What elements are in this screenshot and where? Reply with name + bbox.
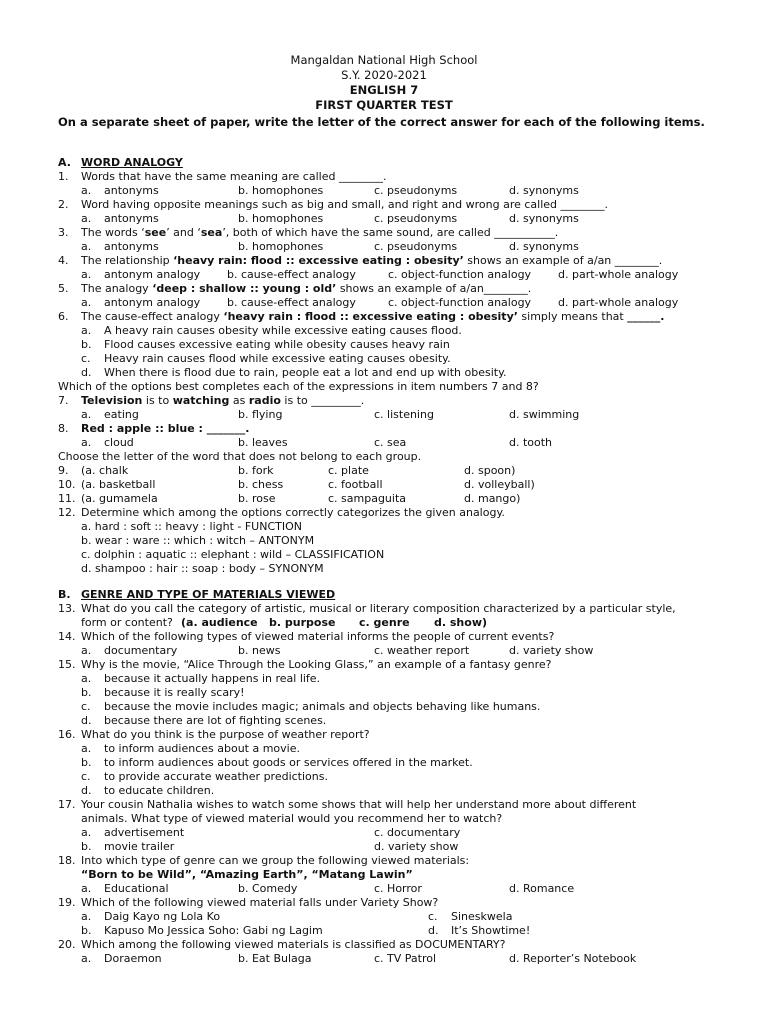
choice-a: Educational — [104, 882, 169, 895]
choice-d: d. spoon) — [464, 464, 516, 477]
question-text: Determine which among the options correctly categorizes the given analogy. — [81, 506, 505, 519]
choice-letter: a. — [81, 268, 92, 281]
choice-c: c. genre — [359, 616, 410, 629]
choice-b: b. Comedy — [238, 882, 298, 895]
question-number: 2. — [58, 198, 69, 211]
choice-a: (a. basketball — [81, 478, 156, 491]
choice-letter: d. — [81, 714, 92, 727]
question-number: 16. — [58, 728, 76, 741]
choice-a: Doraemon — [104, 952, 162, 965]
show-titles: “Born to be Wild”, “Amazing Earth”, “Matang Lawin” — [81, 868, 413, 881]
question-number: 3. — [58, 226, 69, 239]
choice-letter: b. — [81, 840, 92, 853]
question-19-choices-row-1 — [0, 910, 768, 924]
question-text: Word having opposite meanings such as big and small, and right and wrong are called ________. — [81, 198, 609, 211]
school-year: S.Y. 2020-2021 — [341, 68, 427, 82]
choice-d: d. mango) — [464, 492, 521, 505]
choice-a: (a. gumamela — [81, 492, 158, 505]
choice-d: d. swimming — [509, 408, 580, 421]
question-6-choice-b — [0, 338, 768, 352]
question-16-choice-c — [0, 770, 768, 784]
choice-b: b. news — [238, 644, 281, 657]
keyword: watching — [172, 394, 230, 407]
choice-text: to inform audiences about a movie. — [104, 742, 300, 755]
choice-letter: a. — [81, 184, 92, 197]
question-15-choice-c — [0, 700, 768, 714]
question-number: 5. — [58, 282, 69, 295]
choice-b: b. homophones — [238, 212, 324, 225]
choice-d: d. Romance — [509, 882, 575, 895]
choice-d: d. volleyball) — [464, 478, 535, 491]
question-14-choices — [0, 644, 768, 658]
choice-letter: c. — [81, 770, 91, 783]
question-16-choice-b — [0, 756, 768, 770]
question-number: 11. — [58, 492, 76, 505]
choice-letter: c. — [81, 700, 91, 713]
question-17 — [0, 798, 768, 812]
instructions: On a separate sheet of paper, write the letter of the correct answer for each of the following items. — [58, 115, 705, 129]
choice-c: c. object-function analogy — [388, 296, 532, 309]
question-3 — [0, 226, 768, 240]
choice-d: d. variety show — [509, 644, 594, 657]
choice-letter: a. — [81, 212, 92, 225]
question-text: Words that have the same meaning are called ________. — [81, 170, 387, 183]
choice-letter: c. — [428, 910, 438, 923]
choice-letter: c. — [81, 352, 91, 365]
question-17-choices-row-2 — [0, 840, 768, 854]
question-15-choice-a — [0, 672, 768, 686]
text-part: The analogy — [81, 282, 153, 295]
choice-a: antonyms — [104, 184, 159, 197]
choice-text: Heavy rain causes flood while excessive eating causes obesity. — [104, 352, 451, 365]
choice-letter: a. — [81, 910, 92, 923]
question-8 — [0, 422, 768, 436]
choice-b: b. leaves — [238, 436, 288, 449]
question-text: Why is the movie, “Alice Through the Looking Glass,” an example of a fantasy genre? — [81, 658, 552, 671]
choice-letter: a. — [81, 672, 92, 685]
question-number: 20. — [58, 938, 76, 951]
choice-b: b. cause-effect analogy — [227, 268, 356, 281]
choice-letter: b. — [81, 338, 92, 351]
choice-text: a. hard : soft :: heavy : light - FUNCTION — [81, 520, 302, 533]
question-2 — [0, 198, 768, 212]
question-number: 17. — [58, 798, 76, 811]
school-name: Mangaldan National High School — [290, 53, 478, 67]
question-text: Red : apple :: blue : _______. — [81, 422, 250, 435]
choice-a: antonym analogy — [104, 296, 201, 309]
choice-text: A heavy rain causes obesity while excessive eating causes flood. — [104, 324, 462, 337]
choice-letter: a. — [81, 324, 92, 337]
question-15 — [0, 658, 768, 672]
question-12-choice-a — [0, 520, 768, 534]
choice-d: d. variety show — [374, 840, 459, 853]
question-9 — [0, 464, 768, 478]
choice-text: because the movie includes magic; animals and objects behaving like humans. — [104, 700, 541, 713]
choice-b: b. homophones — [238, 184, 324, 197]
question-16 — [0, 728, 768, 742]
test-title: FIRST QUARTER TEST — [315, 98, 453, 112]
test-header — [0, 53, 768, 113]
question-text: Which of the following viewed material falls under Variety Show? — [81, 896, 439, 909]
question-15-choice-d — [0, 714, 768, 728]
blank: ______. — [627, 310, 665, 323]
choice-d: d. show) — [434, 616, 488, 629]
choice-text: b. wear : ware :: which : witch – ANTONYM — [81, 534, 315, 547]
keyword: ‘deep : shallow :: young : old’ — [152, 282, 337, 295]
text-part: as — [229, 394, 249, 407]
question-6 — [0, 310, 768, 324]
question-number: 8. — [58, 422, 69, 435]
question-number: 10. — [58, 478, 76, 491]
question-12-choice-c — [0, 548, 768, 562]
question-text: Into which type of genre can we group the following viewed materials: — [81, 854, 470, 867]
question-13-line-2 — [0, 616, 768, 630]
text-part: is to — [142, 394, 173, 407]
choice-c: Sineskwela — [451, 910, 513, 923]
choice-a: eating — [104, 408, 139, 421]
choice-b: b. chess — [238, 478, 284, 491]
question-11 — [0, 492, 768, 506]
keyword: ‘heavy rain: flood :: excessive eating : obesity’ — [173, 254, 464, 267]
choice-text: because it is really scary! — [104, 686, 245, 699]
choice-c: c. sea — [374, 436, 407, 449]
instruction-items-7-8 — [0, 380, 768, 394]
choice-b: b. Eat Bulaga — [238, 952, 312, 965]
choice-c: c. pseudonyms — [374, 240, 458, 253]
choice-letter: a. — [81, 436, 92, 449]
choice-c: c. pseudonyms — [374, 212, 458, 225]
choice-c: c. object-function analogy — [388, 268, 532, 281]
question-text: What do you think is the purpose of weather report? — [81, 728, 370, 741]
choice-d: d. tooth — [509, 436, 553, 449]
choice-c: c. Horror — [374, 882, 422, 895]
choice-d: d. synonyms — [509, 240, 579, 253]
text-part: The words ‘ — [81, 226, 145, 239]
choice-b: b. rose — [238, 492, 276, 505]
question-8-choices — [0, 436, 768, 450]
choice-c: c. TV Patrol — [374, 952, 437, 965]
choice-c: c. sampaguita — [328, 492, 407, 505]
choice-letter: b. — [81, 756, 92, 769]
question-12-choice-d — [0, 562, 768, 576]
text-part: The relationship — [81, 254, 174, 267]
choice-c: c. weather report — [374, 644, 470, 657]
choice-a: antonyms — [104, 212, 159, 225]
question-5 — [0, 282, 768, 296]
question-number: 6. — [58, 310, 69, 323]
instruction-items-9-11 — [0, 450, 768, 464]
question-text: animals. What type of viewed material would you recommend her to watch? — [81, 812, 503, 825]
choice-a: Daig Kayo ng Lola Ko — [104, 910, 221, 923]
choice-c: c. listening — [374, 408, 434, 421]
choice-letter: d. — [81, 784, 92, 797]
choice-text: to inform audiences about goods or services offered in the market. — [104, 756, 473, 769]
text-part: is to _________. — [280, 394, 365, 407]
keyword: see — [144, 226, 167, 239]
choice-letter: a. — [81, 952, 92, 965]
question-7 — [0, 394, 768, 408]
question-20 — [0, 938, 768, 952]
question-text — [81, 282, 531, 296]
question-text — [81, 254, 662, 268]
question-18 — [0, 854, 768, 868]
choice-letter: a. — [81, 644, 92, 657]
question-4 — [0, 254, 768, 268]
section-a-heading — [0, 156, 768, 170]
question-10 — [0, 478, 768, 492]
question-16-choice-d — [0, 784, 768, 798]
choice-letter: b. — [81, 686, 92, 699]
choice-a: documentary — [104, 644, 178, 657]
section-letter: B. — [58, 588, 71, 601]
choice-d: d. Reporter’s Notebook — [509, 952, 637, 965]
question-text: Which among the following viewed materials is classified as DOCUMENTARY? — [81, 938, 506, 951]
choice-a: antonyms — [104, 240, 159, 253]
question-number: 7. — [58, 394, 69, 407]
question-20-choices — [0, 952, 768, 966]
section-title: WORD ANALOGY — [81, 156, 183, 169]
question-text: form or content? — [81, 616, 173, 629]
section-b-heading — [0, 588, 768, 602]
instruction-text: Choose the letter of the word that does not belong to each group. — [58, 450, 422, 463]
question-number: 4. — [58, 254, 69, 267]
text-part: ’ and ‘ — [166, 226, 201, 239]
choice-d: d. synonyms — [509, 184, 579, 197]
question-6-choice-c — [0, 352, 768, 366]
choice-text: Flood causes excessive eating while obesity causes heavy rain — [104, 338, 450, 351]
text-part: shows an example of a/an________. — [336, 282, 532, 295]
section-title: GENRE AND TYPE OF MATERIALS VIEWED — [81, 588, 336, 601]
question-16-choice-a — [0, 742, 768, 756]
question-text — [81, 394, 364, 408]
choice-c: c. documentary — [374, 826, 461, 839]
question-number: 18. — [58, 854, 76, 867]
question-18-titles — [0, 868, 768, 882]
choice-b: b. fork — [238, 464, 274, 477]
choice-letter: a. — [81, 408, 92, 421]
choice-a: (a. audience — [181, 616, 258, 629]
text-part: simply means that — [517, 310, 628, 323]
question-number: 19. — [58, 896, 76, 909]
choice-a: advertisement — [104, 826, 185, 839]
question-1-choices — [0, 184, 768, 198]
question-1 — [0, 170, 768, 184]
question-number: 13. — [58, 602, 76, 615]
question-3-choices — [0, 240, 768, 254]
keyword: Television — [81, 394, 143, 407]
choice-d: It’s Showtime! — [451, 924, 531, 937]
choice-c: c. football — [328, 478, 383, 491]
choice-d: d. part-whole analogy — [558, 268, 679, 281]
question-4-choices — [0, 268, 768, 282]
choice-text: because it actually happens in real life. — [104, 672, 321, 685]
choice-b: b. homophones — [238, 240, 324, 253]
choice-d: d. part-whole analogy — [558, 296, 679, 309]
question-12 — [0, 506, 768, 520]
choice-letter: a. — [81, 882, 92, 895]
choice-letter: a. — [81, 742, 92, 755]
question-6-choice-d — [0, 366, 768, 380]
question-5-choices — [0, 296, 768, 310]
question-18-choices — [0, 882, 768, 896]
choice-text: d. shampoo : hair :: soap : body – SYNONYM — [81, 562, 324, 575]
question-number: 15. — [58, 658, 76, 671]
choice-text: to educate children. — [104, 784, 215, 797]
choice-b: b. purpose — [269, 616, 336, 629]
choice-letter: a. — [81, 826, 92, 839]
question-14 — [0, 630, 768, 644]
question-number: 1. — [58, 170, 69, 183]
question-19-choices-row-2 — [0, 924, 768, 938]
question-text — [81, 310, 664, 324]
choice-letter: a. — [81, 240, 92, 253]
question-number: 12. — [58, 506, 76, 519]
choice-letter: d. — [428, 924, 439, 937]
keyword: radio — [248, 394, 281, 407]
question-17-choices-row-1 — [0, 826, 768, 840]
keyword: ‘heavy rain : flood :: excessive eating : obesity’ — [223, 310, 518, 323]
question-text: Your cousin Nathalia wishes to watch some shows that will help her understand more about different — [81, 798, 637, 811]
subject-title: ENGLISH 7 — [349, 83, 419, 97]
choice-c: c. plate — [328, 464, 369, 477]
text-part: The cause-effect analogy — [81, 310, 224, 323]
question-7-choices — [0, 408, 768, 422]
question-15-choice-b — [0, 686, 768, 700]
choice-text: because there are lot of fighting scenes. — [104, 714, 327, 727]
question-2-choices — [0, 212, 768, 226]
question-number: 9. — [58, 464, 69, 477]
choice-letter: a. — [81, 296, 92, 309]
question-number: 14. — [58, 630, 76, 643]
choice-b: b. cause-effect analogy — [227, 296, 356, 309]
choice-letter: d. — [81, 366, 92, 379]
text-part: ’, both of which have the same sound, are called ___________. — [222, 226, 559, 239]
choice-a: (a. chalk — [81, 464, 129, 477]
choice-d: d. synonyms — [509, 212, 579, 225]
choice-letter: b. — [81, 924, 92, 937]
choice-text: When there is flood due to rain, people eat a lot and end up with obesity. — [104, 366, 507, 379]
keyword: sea — [200, 226, 223, 239]
choice-a: cloud — [104, 436, 134, 449]
text-part: shows an example of a/an ________. — [463, 254, 663, 267]
choice-c: c. pseudonyms — [374, 184, 458, 197]
instruction-text: Which of the options best completes each of the expressions in item numbers 7 and 8? — [58, 380, 539, 393]
question-text: What do you call the category of artistic, musical or literary composition characterized by a particular style, — [81, 602, 676, 615]
choice-text: c. dolphin : aquatic :: elephant : wild – CLASSIFICATION — [81, 548, 385, 561]
question-19 — [0, 896, 768, 910]
question-12-choice-b — [0, 534, 768, 548]
question-text — [81, 226, 558, 240]
section-letter: A. — [58, 156, 71, 169]
choice-b: b. flying — [238, 408, 283, 421]
question-13 — [0, 602, 768, 616]
choice-text: to provide accurate weather predictions. — [104, 770, 328, 783]
question-17-line-2 — [0, 812, 768, 826]
question-6-choice-a — [0, 324, 768, 338]
question-text: Which of the following types of viewed material informs the people of current events? — [81, 630, 555, 643]
choice-b: Kapuso Mo Jessica Soho: Gabi ng Lagim — [104, 924, 323, 937]
choice-a: antonym analogy — [104, 268, 201, 281]
choice-b: movie trailer — [104, 840, 175, 853]
